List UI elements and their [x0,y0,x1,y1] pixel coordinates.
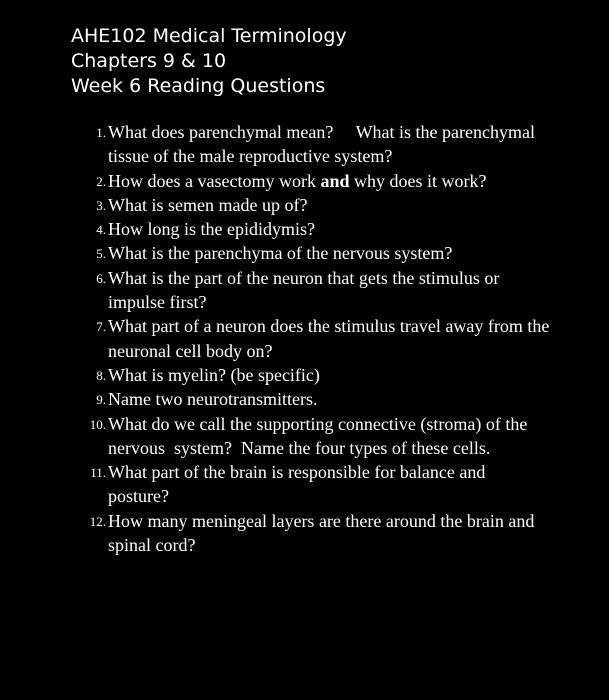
question-number: 11. [90,465,106,481]
question-item [80,460,550,509]
question-text: How many meningeal layers are there around the brain and spinal cord? [108,510,535,556]
question-number: 8. [96,367,106,383]
question-number: 4. [96,222,106,238]
question-item [80,387,550,411]
question-text: What is myelin? (be specific) [108,364,320,385]
question-number: 7. [96,319,106,335]
question-item [80,266,550,315]
question-text: What is the part of the neuron that gets the stimulus or impulse first? [108,267,500,313]
question-text-start: How does a vasectomy work [108,170,321,191]
question-text: What does parenchymal mean? What is the parenchymal tissue of the male reproductive system? [108,122,535,167]
question-item [80,241,550,265]
question-number: 5. [96,246,106,262]
question-text: Name two neurotransmitters. [108,389,318,410]
question-text [108,169,550,193]
question-item [80,169,550,193]
question-text: What is semen made up of? [108,194,308,215]
document-header [71,24,347,99]
week-title: Week 6 Reading Questions [71,75,326,97]
question-number: 10. [89,416,106,432]
course-title: AHE102 Medical Terminology [71,25,347,47]
questions-list [80,120,550,557]
question-number: 9. [96,392,106,408]
question-item [80,193,550,217]
question-item [80,120,550,169]
question-text: What part of a neuron does the stimulus travel away from the neuronal cell body on? [108,316,550,361]
chapters-line: Chapters 9 & 10 [71,50,227,72]
question-number: 6. [96,270,106,286]
question-text: How long is the epididymis? [108,219,315,240]
question-item [80,363,550,387]
question-text: What is the parenchyma of the nervous system? [108,243,453,264]
question-item [80,509,550,558]
question-number: 2. [96,173,106,189]
question-text: What do we call the supporting connective (stroma) of the nervous system? Name the four types of these cells. [108,413,528,458]
question-item [80,217,550,241]
question-text-end: why does it work? [349,170,487,191]
question-item [80,412,550,461]
question-item [80,314,550,363]
question-number: 12. [89,513,106,529]
question-number: 1. [96,125,106,140]
question-text-emphasis: and [320,170,350,191]
question-number: 3. [96,197,106,213]
question-text: What part of the brain is responsible for balance and posture? [108,462,486,507]
